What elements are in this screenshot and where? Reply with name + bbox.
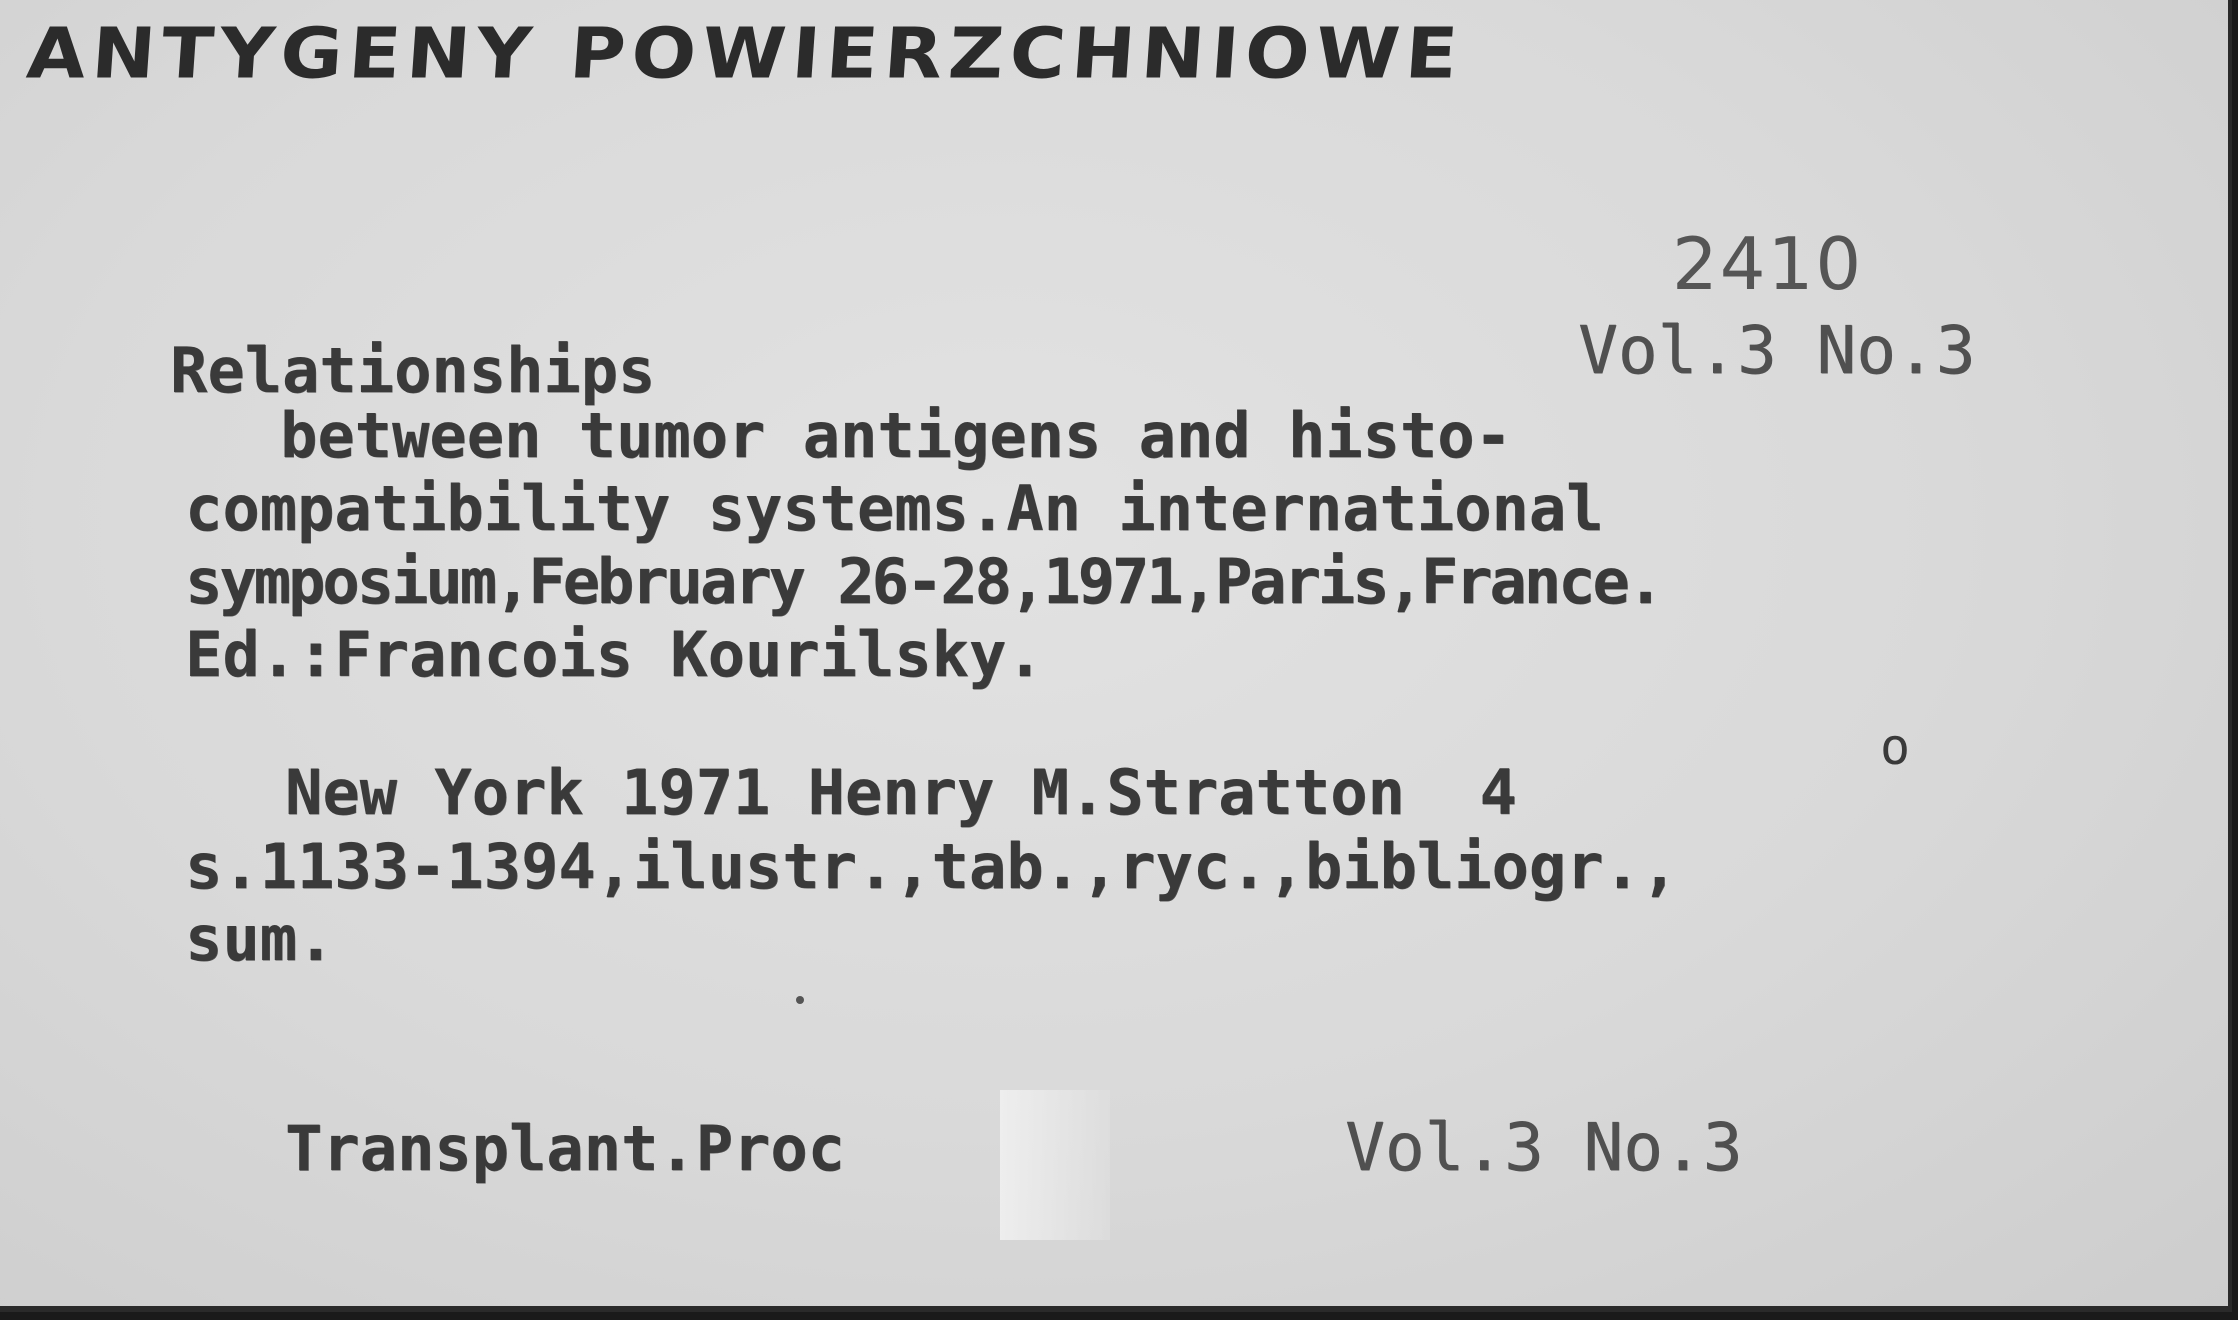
description-line-3: symposium,February 26-28,1971,Paris,France. bbox=[185, 545, 1662, 618]
subject-heading: ANTYGENY POWIERZCHNIOWE bbox=[24, 12, 1467, 94]
series-title: Transplant.Proc bbox=[285, 1112, 845, 1185]
ink-speck bbox=[796, 996, 804, 1004]
volume-bottom: Vol.3 No.3 bbox=[1345, 1109, 1743, 1186]
description-line-4: Ed.:Francois Kourilsky. bbox=[185, 618, 1044, 691]
description-line-1: between tumor antigens and histo- bbox=[280, 399, 1512, 472]
summary-line: sum. bbox=[185, 902, 335, 975]
tape-patch bbox=[1000, 1090, 1110, 1240]
title-word: Relationships bbox=[170, 334, 656, 407]
volume-top: Vol.3 No.3 bbox=[1578, 312, 1976, 389]
handwritten-number: 2410 bbox=[1672, 222, 1864, 306]
description-line-2: compatibility systems.An international bbox=[185, 472, 1604, 545]
imprint-line: New York 1971 Henry M.Stratton 4 bbox=[285, 756, 1517, 829]
format-degree: o bbox=[1880, 718, 1911, 776]
pages-line: s.1133-1394,ilustr.,tab.,ryc.,bibliogr., bbox=[185, 830, 1679, 903]
